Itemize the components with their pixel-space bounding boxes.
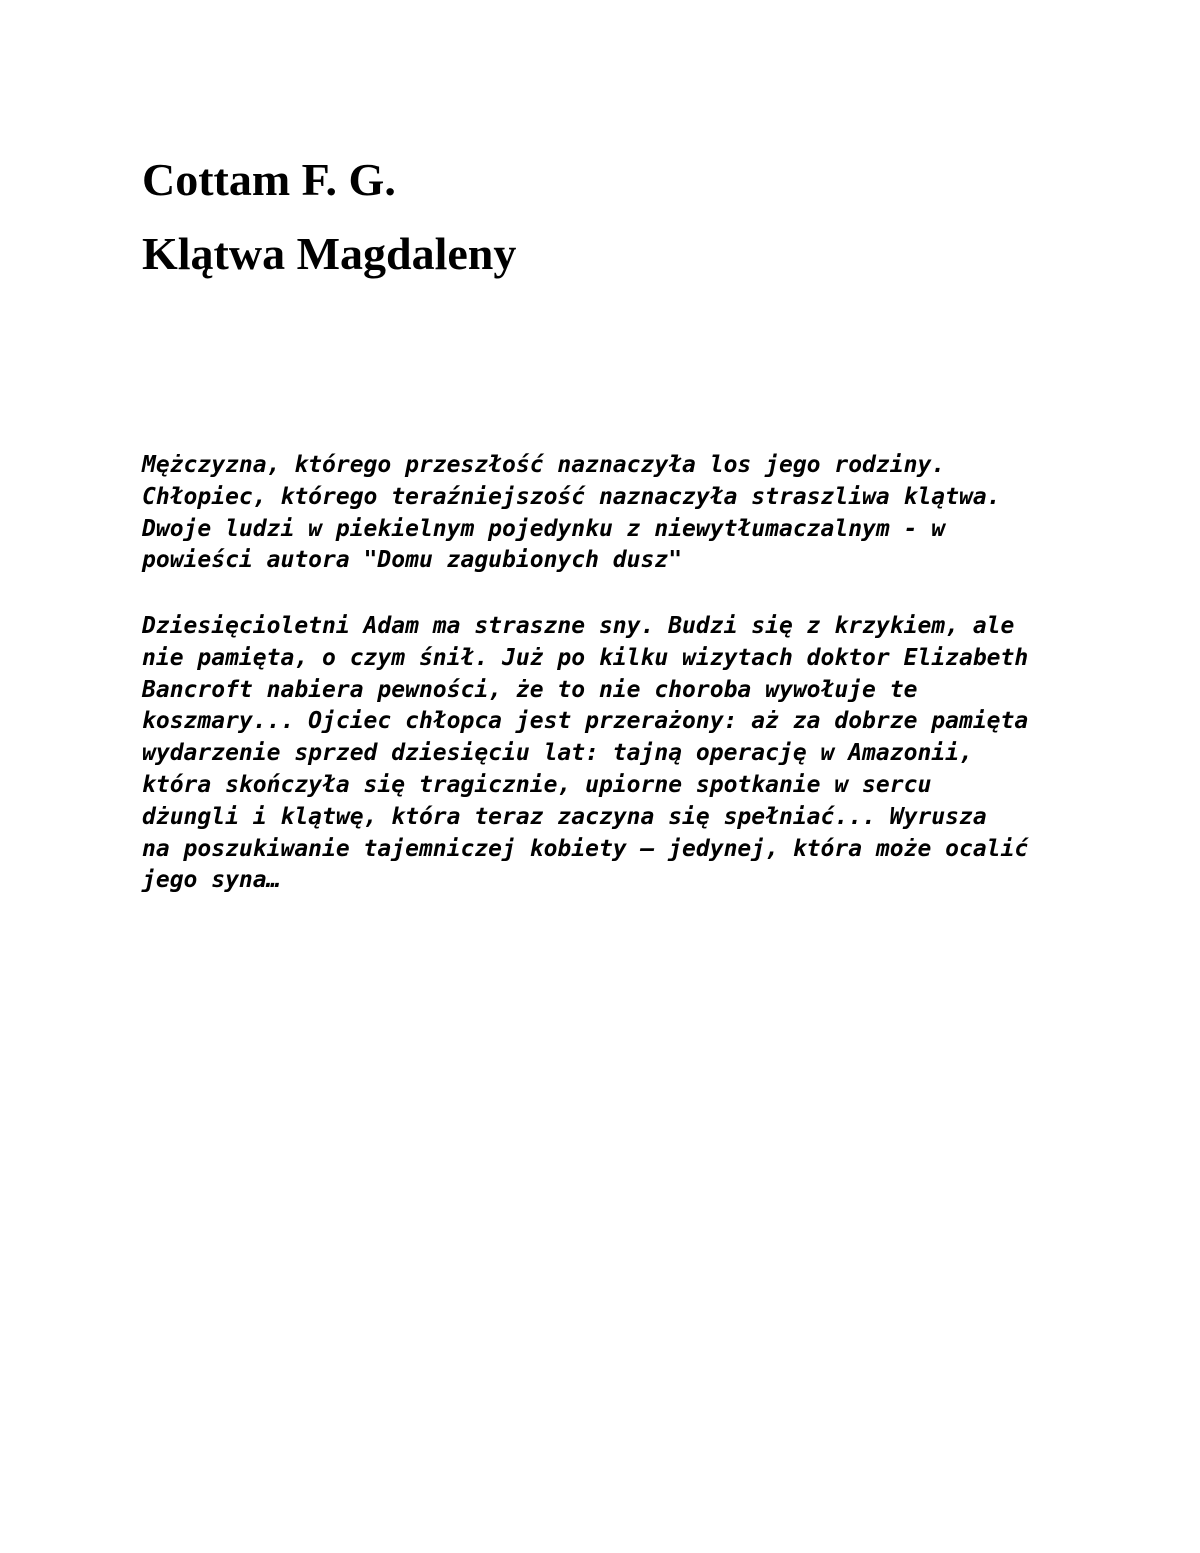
blurb-line: jego syna…	[142, 867, 281, 894]
blurb-paragraph-1	[142, 450, 1102, 577]
blurb-line: Bancroft nabiera pewności, że to nie choroba wywołuje te	[142, 676, 918, 703]
blurb-paragraph-2	[142, 611, 1102, 897]
blurb-line: koszmary... Ojciec chłopca jest przerażony: aż za dobrze pamięta	[142, 708, 1029, 735]
blurb-line: Chłopiec, którego teraźniejszość naznaczyła straszliwa klątwa.	[142, 483, 1001, 510]
blurb-line: nie pamięta, o czym śnił. Już po kilku wizytach doktor Elizabeth	[142, 644, 1029, 671]
book-title: Klątwa Magdaleny	[142, 228, 517, 279]
blurb-line: wydarzenie sprzed dziesięciu lat: tajną operację w Amazonii,	[142, 740, 973, 767]
blurb-line: na poszukiwanie tajemniczej kobiety – jedynej, która może ocalić	[142, 835, 1029, 862]
blurb-line: Dwoje ludzi w piekielnym pojedynku z niewytłumaczalnym - w	[142, 515, 946, 542]
blurb-line: dżungli i klątwę, która teraz zaczyna się spełniać... Wyrusza	[142, 803, 987, 830]
blurb-line: która skończyła się tragicznie, upiorne spotkanie w sercu	[142, 771, 932, 798]
blurb-line: Mężczyzna, którego przeszłość naznaczyła los jego rodziny.	[142, 452, 946, 478]
blurb-line: powieści autora "Domu zagubionych dusz"	[142, 547, 683, 574]
author-name: Cottam F. G.	[142, 154, 396, 205]
blurb-line: Dziesięcioletni Adam ma straszne sny. Budzi się z krzykiem, ale	[142, 613, 1015, 639]
